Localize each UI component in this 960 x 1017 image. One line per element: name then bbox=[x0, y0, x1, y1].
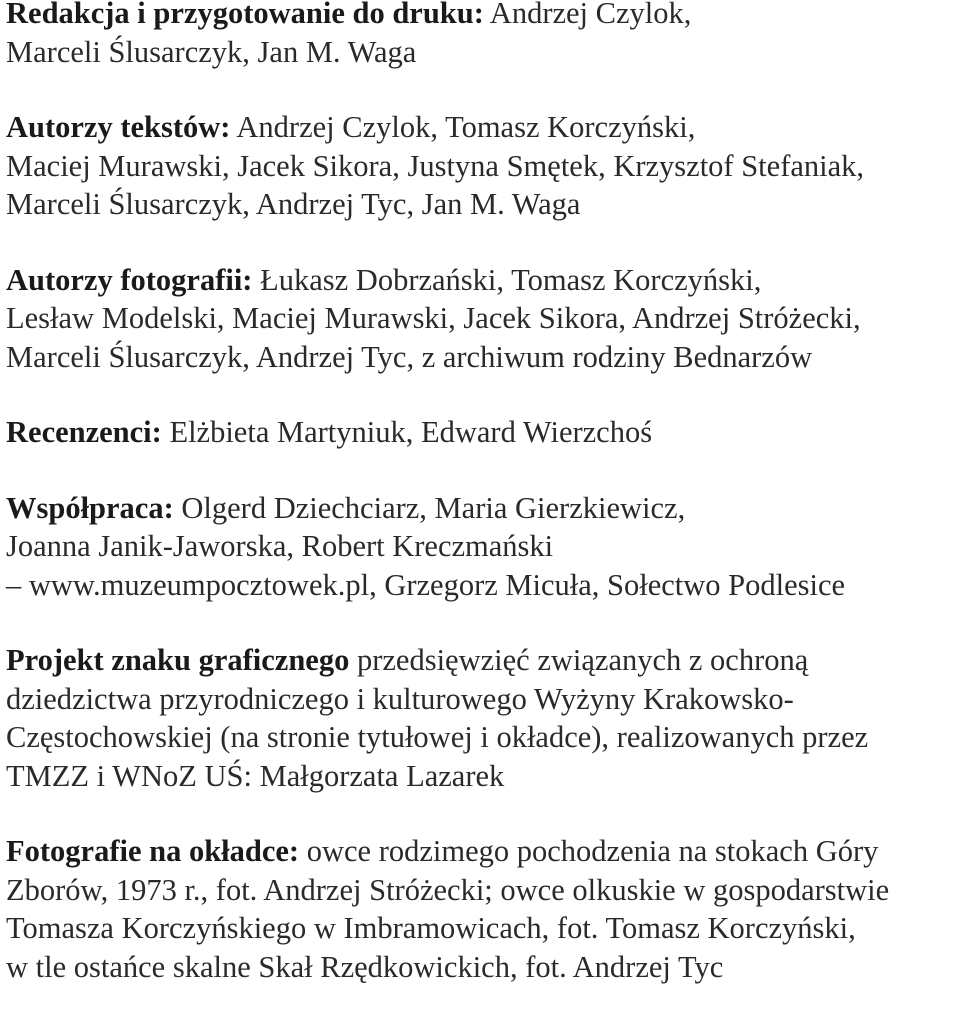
cover-photos-line-3: Tomasza Korczyńskiego w Imbramowicach, fot. Tomasz Korczyński, bbox=[6, 911, 856, 945]
text-authors-line-3: Marceli Ślusarczyk, Andrzej Tyc, Jan M. Waga bbox=[6, 187, 581, 221]
text-authors-line-2: Maciej Murawski, Jacek Sikora, Justyna Smętek, Krzysztof Stefaniak, bbox=[6, 148, 865, 183]
logo-design-line-1 bbox=[6, 641, 956, 680]
reviewers-section bbox=[6, 413, 956, 452]
editors-label: Redakcja i przygotowanie do druku: bbox=[6, 0, 484, 30]
cover-photos-text-1: owce rodzimego pochodzenia na stokach Góry bbox=[299, 834, 879, 868]
reviewers-line-1 bbox=[6, 413, 956, 452]
photo-authors-line-3: Marceli Ślusarczyk, Andrzej Tyc, z archiwum rodziny Bednarzów bbox=[6, 339, 813, 374]
cooperation-line-1 bbox=[6, 489, 956, 528]
editors-line-1 bbox=[6, 0, 956, 33]
editors-section bbox=[6, 0, 956, 71]
photo-authors-text-1: Łukasz Dobrzański, Tomasz Korczyński, bbox=[252, 262, 762, 297]
logo-design-line-4: TMZZ i WNoZ UŚ: Małgorzata Lazarek bbox=[6, 758, 505, 793]
cooperation-text-1: Olgerd Dziechciarz, Maria Gierzkiewicz, bbox=[173, 490, 686, 525]
logo-design-text-1: przedsięwzięć związanych z ochroną bbox=[349, 643, 809, 677]
cover-photos-section bbox=[6, 832, 956, 986]
cover-photos-line-1 bbox=[6, 832, 956, 871]
photo-authors-line-2: Lesław Modelski, Maciej Murawski, Jacek Sikora, Andrzej Stróżecki, bbox=[6, 301, 861, 335]
cooperation-section bbox=[6, 489, 956, 605]
cover-photos-line-4: w tle ostańce skalne Skał Rzędkowickich, fot. Andrzej Tyc bbox=[6, 949, 724, 984]
text-authors-label: Autorzy tekstów: bbox=[6, 110, 231, 144]
credits-page bbox=[6, 0, 956, 986]
reviewers-text-1: Elżbieta Martyniuk, Edward Wierzchoś bbox=[161, 415, 653, 449]
cover-photos-line-2: Zborów, 1973 r., fot. Andrzej Stróżecki; owce olkuskie w gospodarstwie bbox=[6, 872, 890, 907]
text-authors-text-1: Andrzej Czylok, Tomasz Korczyński, bbox=[230, 110, 696, 144]
editors-line-2: Marceli Ślusarczyk, Jan M. Waga bbox=[6, 34, 417, 69]
cooperation-label: Współpraca: bbox=[6, 490, 174, 525]
text-authors-line-1 bbox=[6, 108, 956, 147]
photo-authors-label: Autorzy fotografii: bbox=[6, 262, 253, 297]
text-authors-section bbox=[6, 108, 956, 224]
logo-design-section bbox=[6, 641, 956, 795]
logo-design-label: Projekt znaku graficznego bbox=[6, 643, 350, 677]
cooperation-line-2: Joanna Janik-Jaworska, Robert Kreczmański bbox=[6, 529, 554, 563]
cooperation-line-3: – www.muzeumpocztowek.pl, Grzegorz Micuła, Sołectwo Podlesice bbox=[6, 567, 846, 602]
photo-authors-section bbox=[6, 261, 956, 377]
logo-design-line-3: Częstochowskiej (na stronie tytułowej i okładce), realizowanych przez bbox=[6, 720, 869, 754]
reviewers-label: Recenzenci: bbox=[6, 415, 162, 449]
cover-photos-label: Fotografie na okładce: bbox=[6, 834, 300, 868]
editors-text-1: Andrzej Czylok, bbox=[483, 0, 692, 30]
logo-design-line-2: dziedzictwa przyrodniczego i kulturowego Wyżyny Krakowsko- bbox=[6, 681, 794, 716]
photo-authors-line-1 bbox=[6, 261, 956, 300]
